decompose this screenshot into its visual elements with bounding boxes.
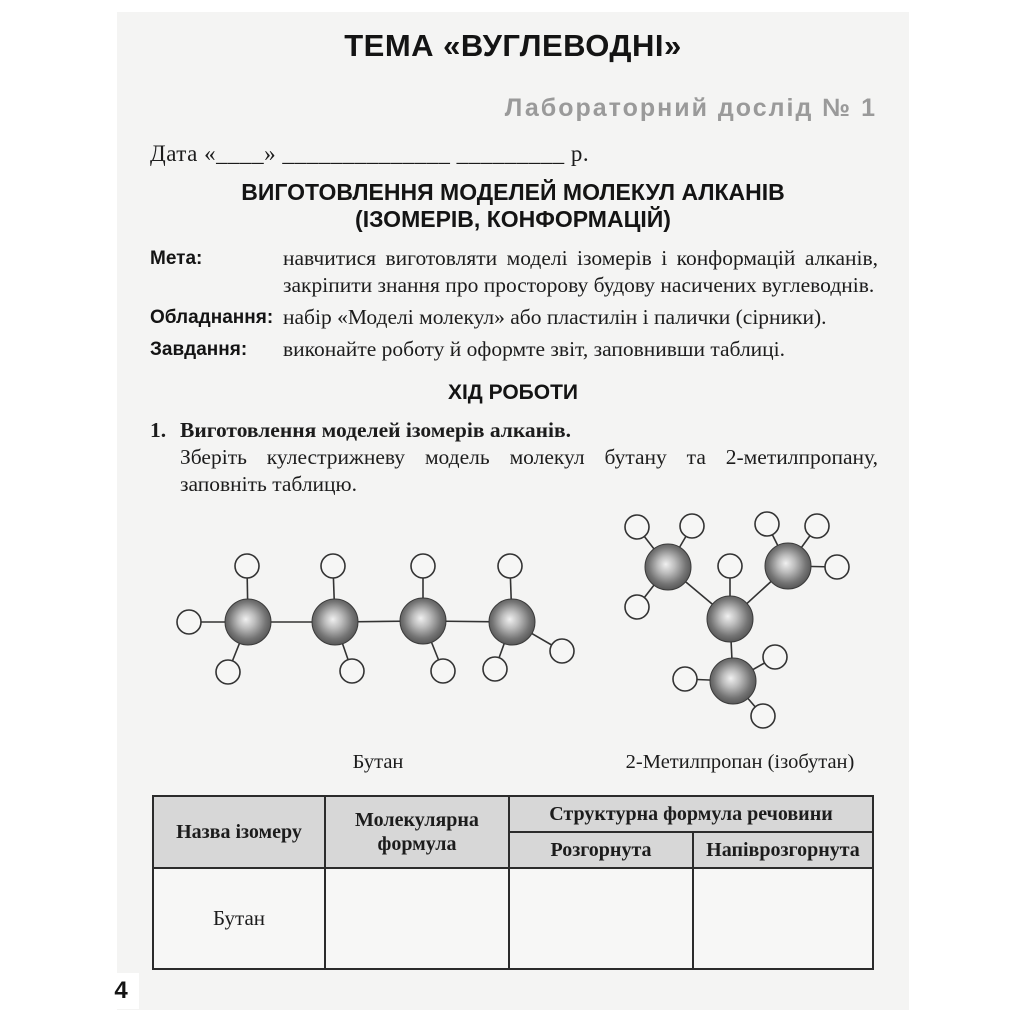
hydrogen-atom: [498, 554, 522, 578]
hydrogen-atom: [177, 610, 201, 634]
section-heading-line1: ВИГОТОВЛЕННЯ МОДЕЛЕЙ МОЛЕКУЛ АЛКАНІВ: [241, 179, 785, 205]
carbon-atom: [400, 598, 446, 644]
column-header-isomer-name: Назва ізомеру: [153, 796, 325, 868]
procedure-item-1-title-line: [150, 417, 878, 444]
carbon-atom: [710, 658, 756, 704]
hydrogen-atom: [718, 554, 742, 578]
goal-text: навчитися виготовляти моделі ізомерів і конформацій алканів, закріпити знання про просторову будову насичених вуглеводнів.: [283, 246, 878, 297]
equipment-row: [150, 304, 878, 331]
hydrogen-atom: [321, 554, 345, 578]
hydrogen-atom: [680, 514, 704, 538]
isomer-table: [152, 795, 874, 970]
hydrogen-atom: [825, 555, 849, 579]
section-heading-line2: (ІЗОМЕРІВ, КОНФОРМАЦІЙ): [355, 206, 671, 232]
hydrogen-atom: [751, 704, 775, 728]
item-title: Виготовлення моделей ізомерів алканів.: [180, 418, 571, 442]
date-fill-in-line: Дата «____» ______________ _________ р.: [150, 141, 590, 166]
workbook-page: [114, 12, 909, 1010]
butane-model: [177, 554, 574, 684]
carbon-atom: [225, 599, 271, 645]
cell-molecular-formula-blank: [325, 868, 509, 969]
hydrogen-atom: [673, 667, 697, 691]
isobutane-model: [625, 512, 849, 728]
butane-label: Бутан: [352, 751, 404, 773]
goal-row: [150, 245, 878, 299]
column-header-semi-expanded: Напіврозгорнута: [693, 832, 873, 868]
column-group-header-structural-formula: Структурна формула речовини: [509, 796, 873, 832]
molecule-figure: [117, 504, 909, 749]
equipment-text: набір «Моделі молекул» або пластилін і палички (сірники).: [283, 305, 827, 329]
task-label: Завдання:: [150, 339, 248, 360]
equipment-label: Обладнання:: [150, 307, 274, 328]
carbon-atom: [312, 599, 358, 645]
hydrogen-atom: [483, 657, 507, 681]
procedure-heading: ХІД РОБОТИ: [447, 381, 579, 404]
definition-rows: [150, 245, 878, 363]
hydrogen-atom: [625, 595, 649, 619]
item-instructions: Зберіть кулестрижневу модель молекул бутану та 2-метилпропану, заповніть таблицю.: [180, 445, 878, 496]
hydrogen-atom: [805, 514, 829, 538]
cell-expanded-formula-blank: [509, 868, 693, 969]
hydrogen-atom: [411, 554, 435, 578]
hydrogen-atom: [216, 660, 240, 684]
page-number: 4: [103, 973, 139, 1009]
carbon-atom: [707, 596, 753, 642]
goal-label: Мета:: [150, 248, 203, 269]
hydrogen-atom: [755, 512, 779, 536]
hydrogen-atom: [340, 659, 364, 683]
item-number: 1.: [150, 418, 167, 442]
hydrogen-atom: [431, 659, 455, 683]
table-row-butane: [153, 868, 873, 969]
lab-experiment-heading: Лабораторний дослід № 1: [504, 94, 877, 122]
molecule-figure-block: [117, 504, 909, 783]
hydrogen-atom: [235, 554, 259, 578]
hydrogen-atom: [625, 515, 649, 539]
hydrogen-atom: [763, 645, 787, 669]
task-row: [150, 336, 878, 363]
isobutane-label: 2-Метилпропан (ізобутан): [625, 751, 855, 773]
column-header-molecular-formula: Молекулярна формула: [325, 796, 509, 868]
cell-semi-expanded-formula-blank: [693, 868, 873, 969]
task-text: виконайте роботу й оформте звіт, заповнивши таблиці.: [283, 337, 786, 361]
carbon-atom: [765, 543, 811, 589]
carbon-atom: [645, 544, 691, 590]
figure-labels: [117, 751, 909, 783]
cell-isomer-name: Бутан: [153, 868, 325, 969]
page-title: ТЕМА «ВУГЛЕВОДНІ»: [344, 28, 682, 63]
section-heading: [117, 179, 909, 233]
procedure-item-1: [150, 417, 878, 498]
carbon-atom: [489, 599, 535, 645]
hydrogen-atom: [550, 639, 574, 663]
column-header-expanded: Розгорнута: [509, 832, 693, 868]
